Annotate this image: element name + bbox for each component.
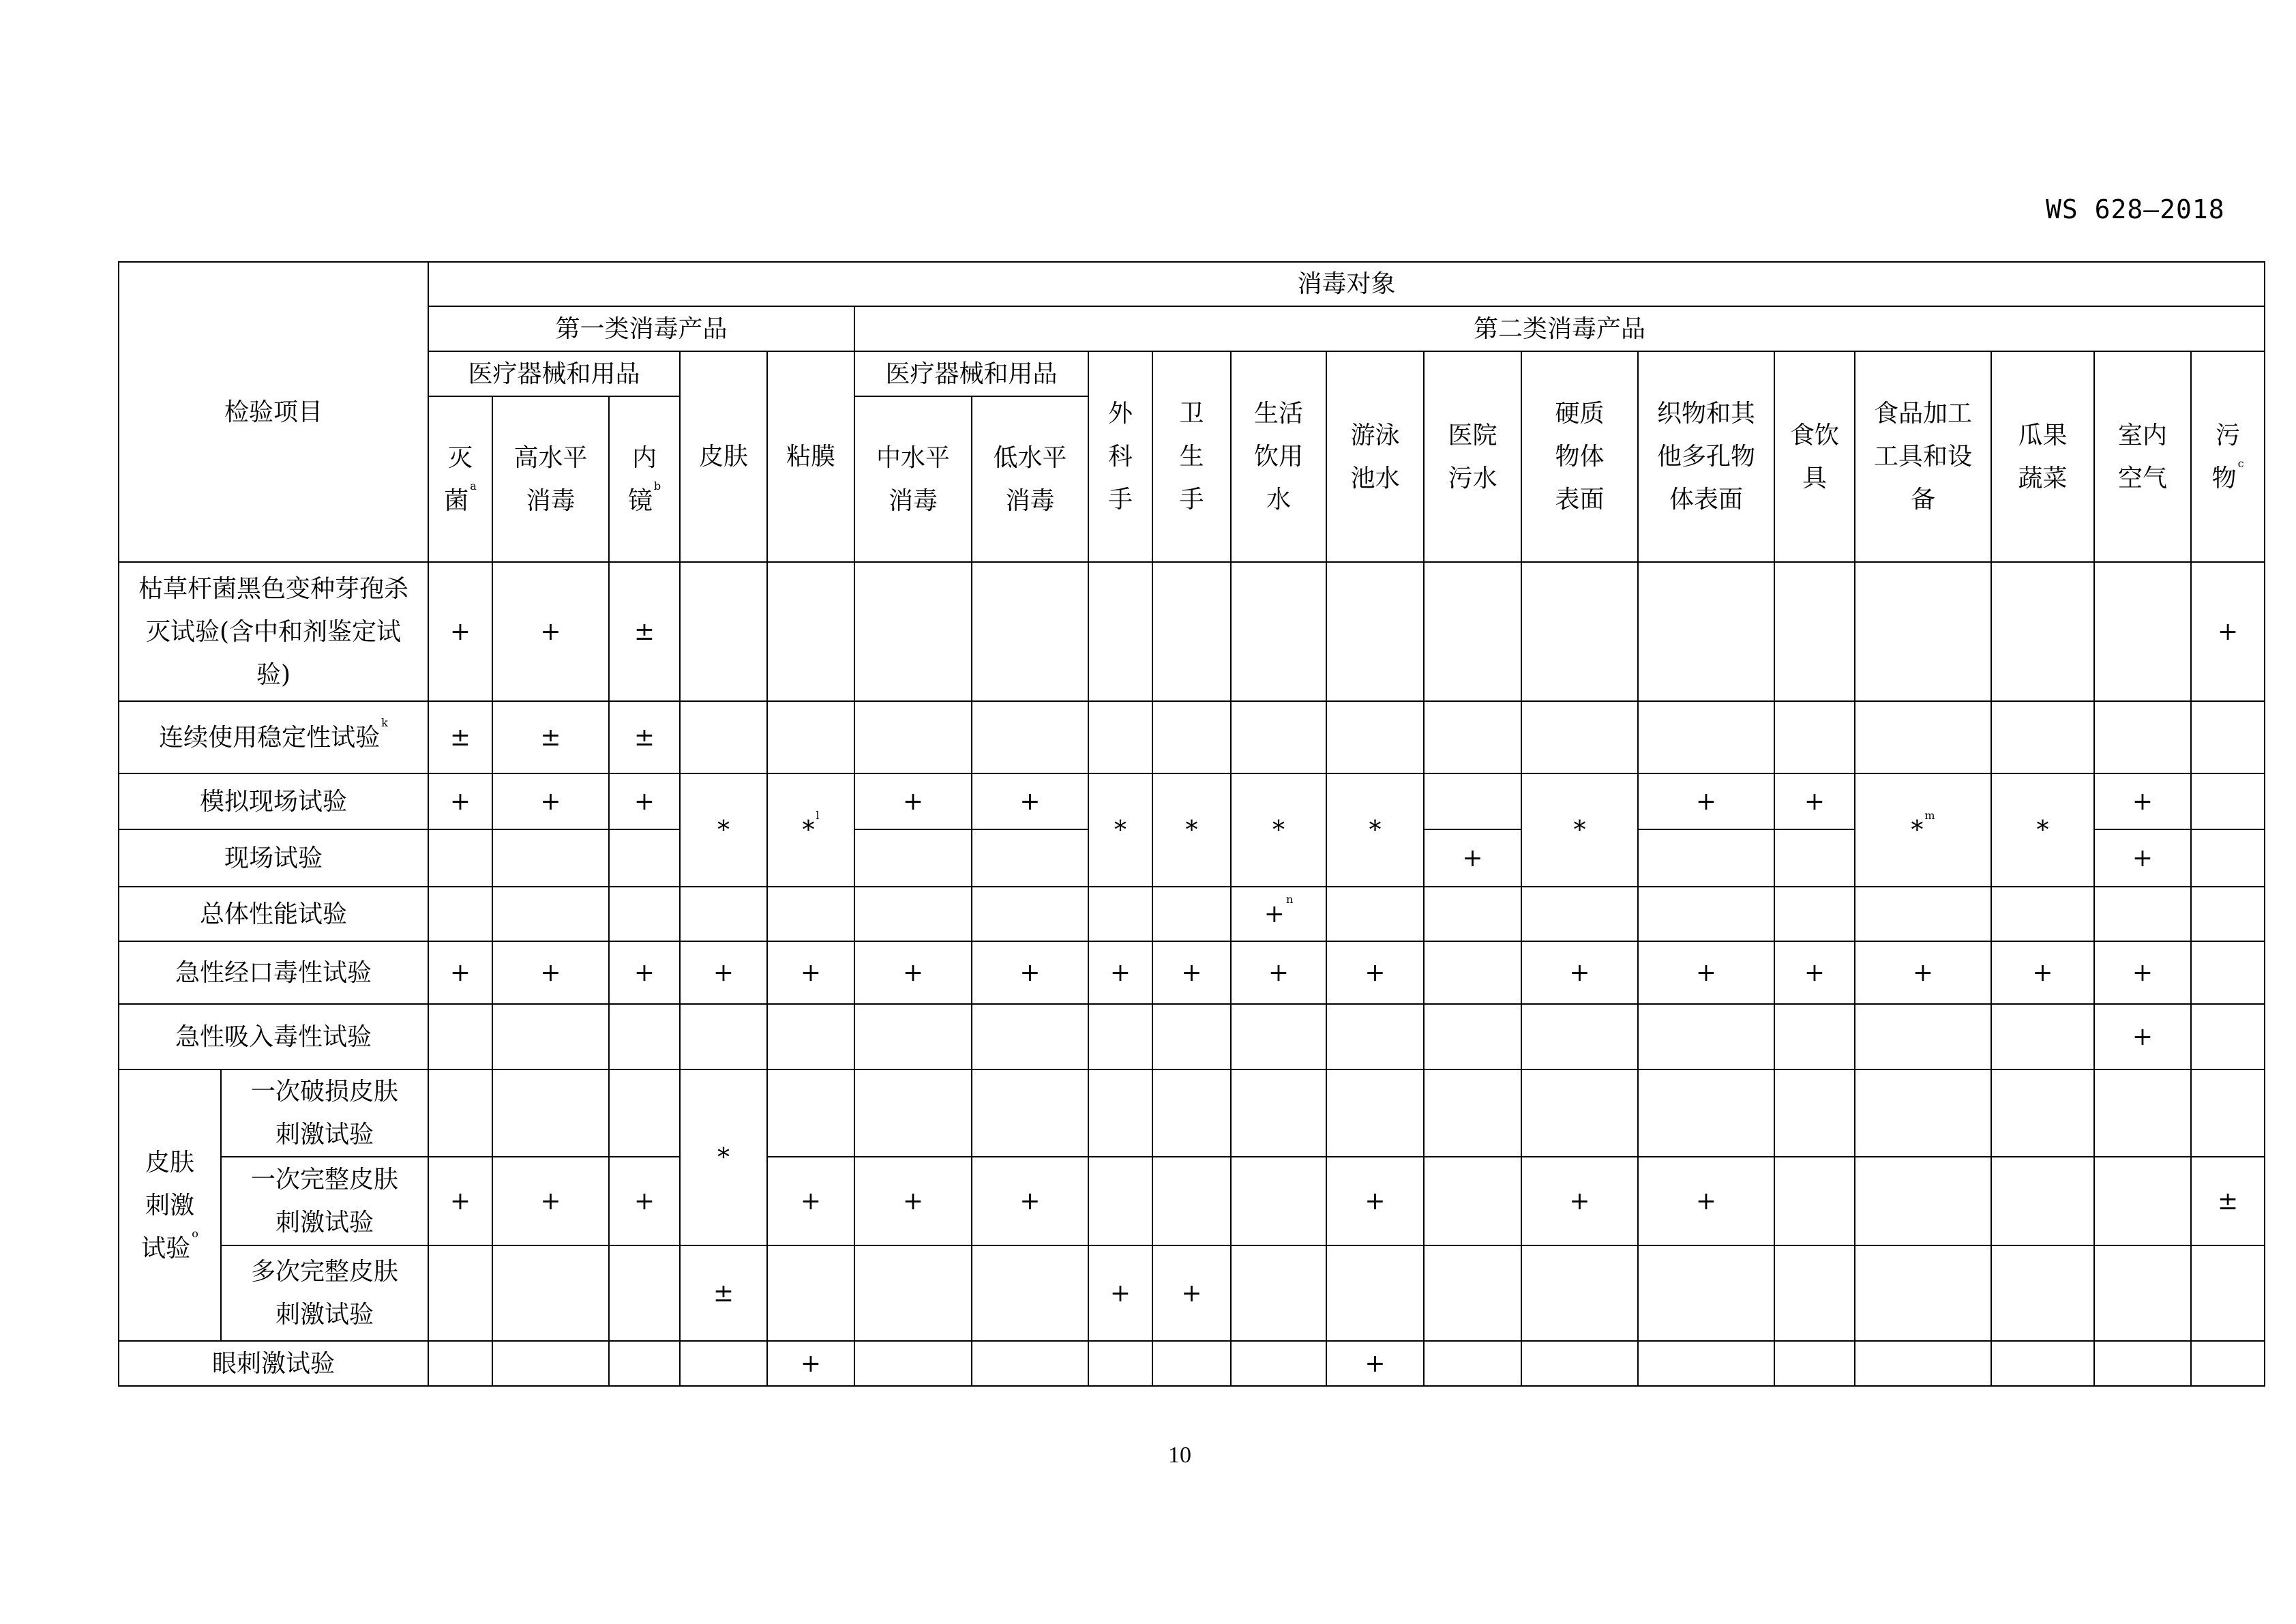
cell: + xyxy=(680,941,767,1004)
cell: + xyxy=(428,562,492,701)
header-skin: 皮肤 xyxy=(680,351,767,562)
cell: + xyxy=(854,773,972,829)
cell: + xyxy=(1326,1341,1424,1386)
header-endoscope: 内 镜$^b$ xyxy=(609,396,680,562)
header-low-level: 低水平 消毒 xyxy=(972,396,1088,562)
row-label: 模拟现场试验 xyxy=(119,773,428,829)
header-tableware: 食饮 具 xyxy=(1774,351,1855,562)
cell: + xyxy=(428,941,492,1004)
cell: + xyxy=(2094,773,2191,829)
header-food-equipment: 食品加工 工具和设 备 xyxy=(1855,351,1991,562)
cell: ± xyxy=(680,1245,767,1341)
cell: + xyxy=(972,1157,1088,1245)
row-stability-test xyxy=(119,701,2265,773)
cell: * xyxy=(680,1069,767,1245)
row-label: 眼刺激试验 xyxy=(119,1341,428,1386)
cell: * xyxy=(1326,773,1424,887)
cell: + xyxy=(609,773,680,829)
cell: + xyxy=(972,773,1088,829)
cell: + xyxy=(972,941,1088,1004)
cell: + xyxy=(1088,1245,1152,1341)
cell: + xyxy=(1855,941,1991,1004)
cell: + xyxy=(428,773,492,829)
cell: + xyxy=(767,1157,854,1245)
cell: +$^n$ xyxy=(1231,887,1326,941)
cell: *$^m$ xyxy=(1855,773,1991,887)
row-spore-test xyxy=(119,562,2265,701)
header-hard-surface: 硬质 物体 表面 xyxy=(1521,351,1638,562)
row-skin-irritation-damaged xyxy=(119,1069,2265,1157)
header-surgical-hand: 外 科 手 xyxy=(1088,351,1152,562)
row-label: 连续使用稳定性试验$^k$ xyxy=(119,701,428,773)
cell: + xyxy=(854,1157,972,1245)
cell: + xyxy=(1991,941,2094,1004)
header-high-level: 高水平 消毒 xyxy=(492,396,609,562)
header-class-2: 第二类消毒产品 xyxy=(854,306,2265,351)
row-label: 一次完整皮肤 刺激试验 xyxy=(221,1157,428,1245)
cell: + xyxy=(492,941,609,1004)
skin-irritation-group-label: 皮肤 刺激 试验$^o$ xyxy=(119,1069,221,1341)
header-disinfection-object: 消毒对象 xyxy=(428,262,2265,306)
row-label: 多次完整皮肤 刺激试验 xyxy=(221,1245,428,1341)
row-eye-irritation-test xyxy=(119,1341,2265,1386)
cell: + xyxy=(854,941,972,1004)
row-simulated-field-test xyxy=(119,773,2265,829)
cell: + xyxy=(428,1157,492,1245)
cell: + xyxy=(1638,1157,1774,1245)
cell: + xyxy=(492,1157,609,1245)
row-overall-performance-test xyxy=(119,887,2265,941)
cell: ± xyxy=(609,562,680,701)
cell: * xyxy=(680,773,767,887)
cell: + xyxy=(1424,829,1521,887)
header-drinking-water: 生活 饮用 水 xyxy=(1231,351,1326,562)
cell: + xyxy=(1638,941,1774,1004)
header-produce: 瓜果 蔬菜 xyxy=(1991,351,2094,562)
header-sterilization: 灭 菌$^a$ xyxy=(428,396,492,562)
row-label: 枯草杆菌黑色变种芽孢杀 灭试验(含中和剂鉴定试 验) xyxy=(119,562,428,701)
header-hospital-sewage: 医院 污水 xyxy=(1424,351,1521,562)
cell: + xyxy=(1774,941,1855,1004)
cell: + xyxy=(1152,941,1231,1004)
row-skin-irritation-multiple xyxy=(119,1245,2265,1341)
row-label: 现场试验 xyxy=(119,829,428,887)
cell: + xyxy=(1231,941,1326,1004)
cell: ± xyxy=(492,701,609,773)
cell: + xyxy=(2191,562,2265,701)
cell: + xyxy=(492,773,609,829)
cell: + xyxy=(1088,941,1152,1004)
header-pool-water: 游泳 池水 xyxy=(1326,351,1424,562)
cell: + xyxy=(609,941,680,1004)
standard-code: WS 628—2018 xyxy=(2046,194,2225,224)
inspection-table xyxy=(118,261,2265,1387)
header-textile: 织物和其 他多孔物 体表面 xyxy=(1638,351,1774,562)
cell: + xyxy=(609,1157,680,1245)
header-waste: 污 物$^c$ xyxy=(2191,351,2265,562)
header-indoor-air: 室内 空气 xyxy=(2094,351,2191,562)
cell: + xyxy=(2094,829,2191,887)
header-inspection-item: 检验项目 xyxy=(119,262,428,562)
header-mucosa: 粘膜 xyxy=(767,351,854,562)
cell: ± xyxy=(609,701,680,773)
cell: + xyxy=(1152,1245,1231,1341)
cell: + xyxy=(1774,773,1855,829)
row-skin-irritation-intact xyxy=(119,1157,2265,1245)
header-mid-level: 中水平 消毒 xyxy=(854,396,972,562)
cell: + xyxy=(767,941,854,1004)
cell: + xyxy=(2094,941,2191,1004)
header-hygiene-hand: 卫 生 手 xyxy=(1152,351,1231,562)
cell: + xyxy=(2094,1004,2191,1069)
cell: * xyxy=(1088,773,1152,887)
row-acute-oral-toxicity xyxy=(119,941,2265,1004)
row-label: 急性吸入毒性试验 xyxy=(119,1004,428,1069)
cell: + xyxy=(1521,1157,1638,1245)
row-label: 急性经口毒性试验 xyxy=(119,941,428,1004)
cell: * xyxy=(1991,773,2094,887)
row-acute-inhalation-toxicity xyxy=(119,1004,2265,1069)
page-number: 10 xyxy=(1168,1443,1191,1468)
header-class-1: 第一类消毒产品 xyxy=(428,306,854,351)
cell: ± xyxy=(428,701,492,773)
header-medical-devices-1: 医疗器械和用品 xyxy=(428,351,680,396)
cell: * xyxy=(1521,773,1638,887)
cell: + xyxy=(1521,941,1638,1004)
row-label: 一次破损皮肤 刺激试验 xyxy=(221,1069,428,1157)
cell: + xyxy=(492,562,609,701)
cell: *$^l$ xyxy=(767,773,854,887)
cell: ± xyxy=(2191,1157,2265,1245)
cell: * xyxy=(1231,773,1326,887)
cell: + xyxy=(767,1341,854,1386)
row-label: 总体性能试验 xyxy=(119,887,428,941)
cell: * xyxy=(1152,773,1231,887)
cell: + xyxy=(1326,1157,1424,1245)
cell: + xyxy=(1326,941,1424,1004)
cell: + xyxy=(1638,773,1774,829)
header-medical-devices-2: 医疗器械和用品 xyxy=(854,351,1088,396)
